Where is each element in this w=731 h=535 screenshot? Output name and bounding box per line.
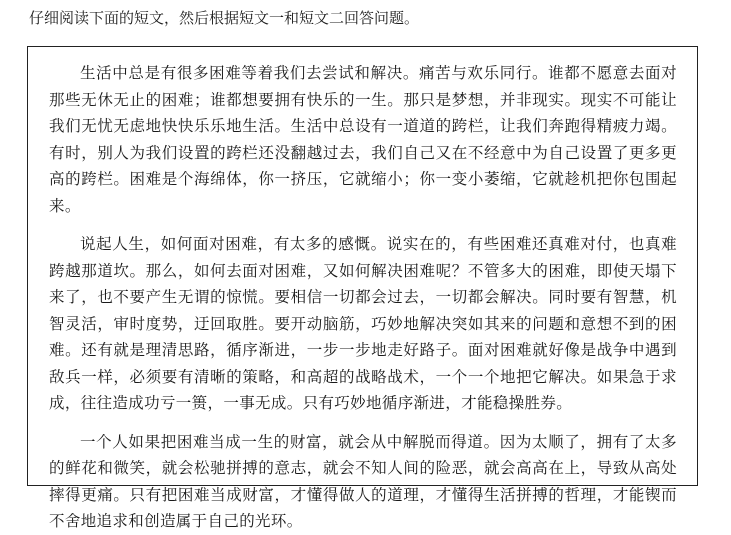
passage-paragraph-1: 生活中总是有很多困难等着我们去尝试和解决。痛苦与欢乐同行。谁都不愿意去面对那些无休无止的困难；谁都想要拥有快乐的一生。那只是梦想，并非现实。现实不可能让我们无忧无虑地快快乐乐地生活。生活中总设有一道道的跨栏，让我们奔跑得精疲力竭。有时，别人为我们设置的跨栏还没翻越过去，我们自己又在不经意中为自己设置了更多更高的跨栏。困难是个海绵体，你一挤压，它就缩小；你一变小萎缩，它就趁机把你包围起来。 bbox=[49, 64, 677, 215]
passage-paragraph-2: 说起人生，如何面对困难，有太多的感慨。说实在的，有些困难还真难对付，也真难跨越那道坎。那么，如何去面对困难，又如何解决困难呢？不管多大的困难，即使天塌下来了，也不要产生无谓的惊慌。要相信一切都会过去，一切都会解决。同时要有智慧，机智灵活，审时度势，迂回取胜。要开动脑筋，巧妙地解决突如其来的问题和意想不到的困难。还有就是理清思路，循序渐进，一步一步地走好路子。面对困难就好像是战争中遇到敌兵一样，必须要有清晰的策略，和高超的战略战术，一个一个地把它解决。如果急于求成，往往造成功亏一篑，一事无成。只有巧妙地循序渐进，才能稳操胜券。 bbox=[49, 235, 677, 412]
passage-box bbox=[27, 46, 698, 530]
passage-paragraph-3: 一个人如果把困难当成一生的财富，就会从中解脱而得道。因为太顺了，拥有了太多的鲜花和微笑，就会松驰拼搏的意志，就会不知人间的险恶，就会高高在上，导致从高处摔得更痛。只有把困难当成财富，才懂得做人的道理，才懂得生活拼搏的哲理，才能锲而不舍地追求和创造属于自己的光环。 bbox=[49, 432, 677, 530]
question-instruction: 仔细阅读下面的短文，然后根据短文一和短文二回答问题。 bbox=[29, 9, 420, 27]
